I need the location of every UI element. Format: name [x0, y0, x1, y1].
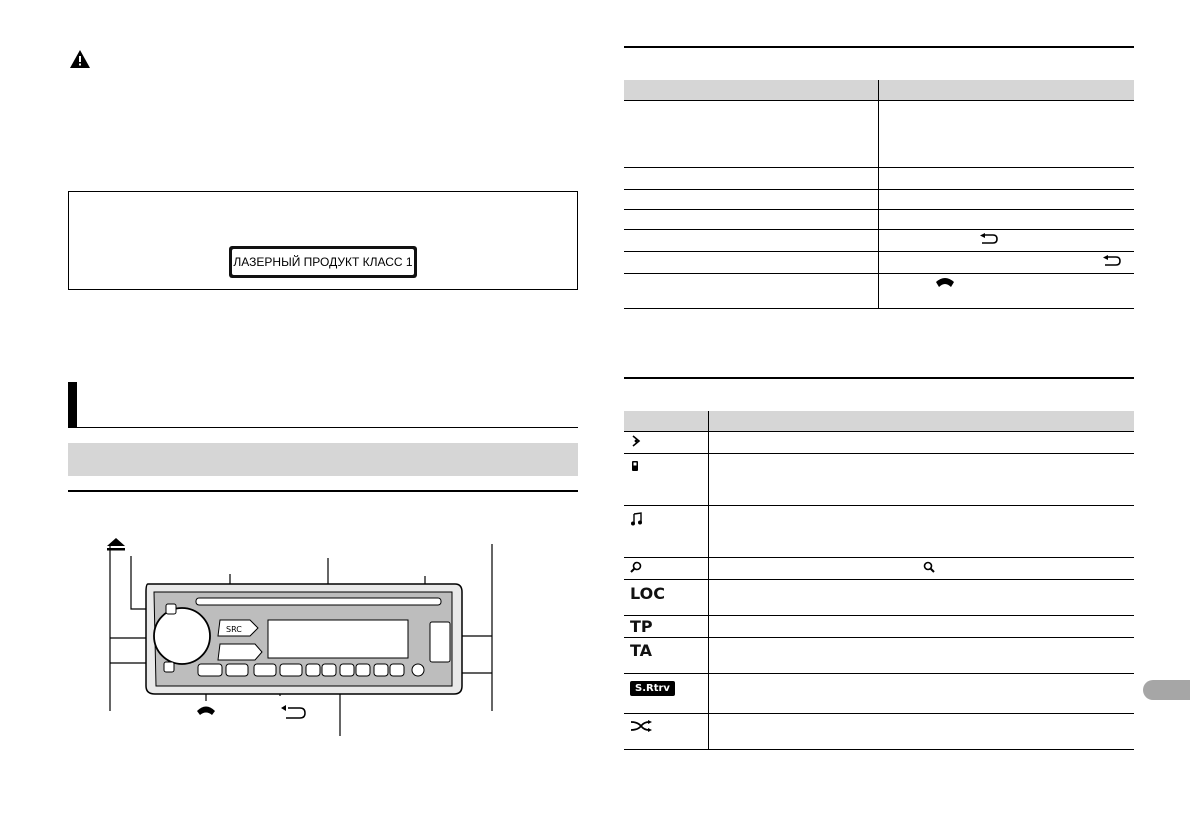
indicator-table [624, 411, 1134, 750]
back-arrow-icon [1102, 255, 1122, 267]
head-unit-illustration [100, 536, 520, 746]
subsection-rule [68, 490, 578, 492]
ta-indicator: TA [630, 641, 653, 660]
language-tab [1143, 680, 1190, 700]
warning-icon [70, 50, 90, 68]
src-button-label: SRC [226, 625, 242, 634]
laser-product-label [229, 246, 417, 278]
phone-battery-icon [630, 460, 640, 472]
bluetooth-icon [630, 435, 642, 447]
back-arrow-icon [281, 705, 305, 718]
search-icon [923, 561, 935, 573]
shuffle-icon [630, 720, 652, 732]
subsection-band [68, 443, 578, 476]
operations-table [624, 80, 1134, 309]
section-marker [68, 382, 77, 428]
laser-notice-box [68, 191, 578, 290]
laser-label-text: ЛАЗЕРНЫЙ ПРОДУКТ КЛАСС 1 [232, 249, 414, 275]
music-note-icon [630, 512, 642, 526]
right-top-rule [624, 46, 1134, 48]
tp-indicator: TP [630, 617, 653, 636]
section-heading [68, 382, 578, 428]
right-mid-rule [624, 377, 1134, 379]
back-arrow-icon [979, 233, 999, 245]
phone-icon [935, 276, 955, 290]
s-rtrv-indicator: S.Rtrv [630, 681, 675, 696]
loc-indicator: LOC [630, 584, 665, 603]
phone-icon [197, 707, 215, 716]
eject-icon [107, 538, 125, 551]
search-icon [630, 561, 642, 573]
